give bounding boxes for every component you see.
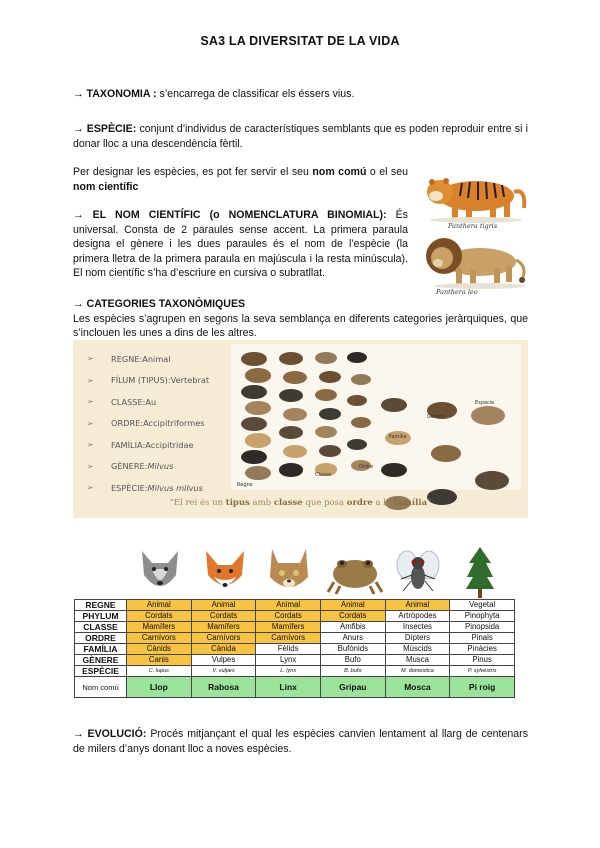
tiger-image [418,162,530,224]
classification-label: CLASSE: [111,396,146,407]
classification-item [87,413,209,435]
table-row [75,655,515,666]
arrow: → [73,88,84,100]
bird-icon [245,401,271,415]
table-row [75,622,515,633]
page-title: SA3 LA DIVERSITAT DE LA VIDA [200,34,400,48]
group-label: Regne [237,482,253,488]
table-cell: Amfibis [320,622,385,633]
bird-icon [475,471,509,490]
table-cell: V. vulpes [191,666,256,677]
bird-icon [381,398,407,412]
classification-value: Vertebrat [170,375,210,386]
bird-icon [471,406,505,425]
table-cell: Animal [127,600,192,611]
bird-icon [245,433,271,447]
bird-icon [279,426,303,439]
bold-word: tipus [225,498,250,508]
classification-value: Au [145,396,157,407]
bird-icon [279,389,303,402]
table-cell: Animal [385,600,450,611]
bird-icon [283,371,307,384]
classification-item [87,370,209,392]
bird-icon [241,450,267,464]
toad-image [326,548,384,596]
table-cell: C. lupus [127,666,192,677]
arrow: → [73,298,84,310]
table-cell: Mamífers [256,622,321,633]
table-cell: Pinàcies [450,644,515,655]
classification-label: FÍLUM (TIPUS): [111,375,171,386]
bullet-icon: ➢ [87,461,94,471]
taxonomia-paragraph [73,87,528,102]
common-name-cell: Pi roig [450,677,515,698]
classification-item [87,477,209,499]
evolucio-paragraph [73,727,528,756]
classification-item [87,348,209,370]
bird-icon [319,371,341,383]
group-label: Gènere [427,414,446,420]
bird-icon [245,368,271,382]
table-cell: Animal [320,600,385,611]
bullet-icon: ➢ [87,375,94,385]
bullet-icon: ➢ [87,397,94,407]
bird-icon [347,395,367,406]
bird-icon [315,426,337,438]
bird-icon [241,385,267,399]
table-cell: Animal [191,600,256,611]
bird-icon [241,352,267,366]
table-cell: Cànida [191,644,256,655]
bold-word: ordre [346,498,373,508]
bird-icon [351,417,371,428]
classification-label: ORDRE: [111,418,144,429]
taxonomy-table [74,599,515,698]
row-header: GÈNERE [75,655,127,666]
text: “El rei és un [169,498,226,508]
term-categories: CATEGORIES TAXONÒMIQUES [86,298,246,310]
table-cell: B. bufo [320,666,385,677]
common-name-cell: Llop [127,677,192,698]
common-name-cell: Linx [256,677,321,698]
bullet-icon: ➢ [87,483,94,493]
group-label: Classe [315,472,332,478]
definition-nom-cientific: És universal. Consta de 2 paraules sense accent. La primera paraula designa el gènere i les dues paraules és el nom de l’espècie (la primera lletra de la primera paraula en majúscula i la resta minúscula). El nom científic s’ha d’escriure en cursiva o subratllat. [73,209,408,279]
table-cell: Pinophyta [450,611,515,622]
term-nom-cientific: EL NOM CIENTÍFIC (o NOMENCLATURA BINOMIAL): [92,209,387,221]
bullet-icon: ➢ [87,440,94,450]
table-cell: Fèlids [256,644,321,655]
table-cell: L. lynx [256,666,321,677]
table-row [75,677,515,698]
classification-value: Accipitridae [145,439,194,450]
definition-evolucio: Procés mitjançant el qual les espècies canvien lentament al llarg de centenars de milers d’anys donant lloc a noves espècies. [73,728,528,755]
row-header: ORDRE [75,633,127,644]
group-label: Ordre [359,464,374,470]
bird-icon [245,466,271,480]
classification-label: ESPÈCIE: [111,482,148,493]
table-cell: Cordats [256,611,321,622]
definition-especie: conjunt d’individus de característiques semblants que es poden reproduir entre si i donar lloc a una descendència fèrtil. [73,123,528,150]
classification-list [87,348,209,499]
arrow: → [73,728,84,740]
bullet-icon: ➢ [87,354,94,364]
table-cell: Pinus [450,655,515,666]
table-cell: Anurs [320,633,385,644]
fox-image [200,547,250,597]
bird-icon [279,352,303,365]
lynx-image [264,547,314,597]
table-cell: Cordats [127,611,192,622]
bullet-icon: ➢ [87,418,94,428]
categories-paragraph [73,297,528,341]
row-header: ESPÈCIE [75,666,127,677]
bird-icon [347,439,367,450]
table-cell: Lynx [256,655,321,666]
bird-icon [241,417,267,431]
classification-item [87,434,209,456]
table-cell: Cordats [191,611,256,622]
text: que posa [302,498,347,508]
table-cell: Musca [385,655,450,666]
bird-icon [319,445,341,457]
motto [73,498,528,508]
table-cell: Canis [127,655,192,666]
text: o el seu [366,166,408,178]
table-cell: Mamífers [127,622,192,633]
common-name-cell: Mosca [385,677,450,698]
lion-caption: Panthera leo [436,288,478,296]
definition-taxonomia: s’encarrega de classificar els éssers vius. [156,88,355,100]
term-especie: ESPÈCIE: [86,123,137,135]
arrow: → [73,123,84,135]
table-cell: Pinals [450,633,515,644]
table-cell: Carnívors [256,633,321,644]
row-header: Nom comú [75,677,127,698]
table-row [75,611,515,622]
table-cell: Bufònids [320,644,385,655]
bird-icon [347,352,367,363]
table-cell: Vegetal [450,600,515,611]
table-cell: Múscids [385,644,450,655]
bird-icon [315,389,337,401]
classification-label: GÈNERE: [111,461,148,472]
classification-image [73,340,528,518]
common-name-cell: Gripau [320,677,385,698]
group-label: Família [389,434,407,440]
table-cell: P. sylvestris [450,666,515,677]
classification-item [87,391,209,413]
bold-word: classe [273,498,303,508]
nom-cientific-paragraph [73,208,408,281]
text: a la [372,498,394,508]
table-cell: Carnívors [191,633,256,644]
classification-value: Milvus milvus [147,482,203,493]
classification-item [87,456,209,478]
table-cell: Dípters [385,633,450,644]
group-label: Espècie [475,400,495,406]
table-cell: Cànids [127,644,192,655]
especie-paragraph [73,122,528,151]
table-row [75,633,515,644]
bird-icon [315,352,337,364]
term-taxonomia: TAXONOMIA : [86,88,157,100]
text: amb [249,498,274,508]
row-header: REGNE [75,600,127,611]
table-cell: Carnívors [127,633,192,644]
table-cell: Animal [256,600,321,611]
bird-icon [279,463,303,476]
table-cell: Cordats [320,611,385,622]
table-cell: Mamífers [191,622,256,633]
table-cell: Vulpes [191,655,256,666]
classification-value: Milvus [147,461,174,472]
bird-icon [283,445,307,458]
row-header: CLASSE [75,622,127,633]
bold-word: família [393,498,428,508]
classification-label: FAMÍLIA: [111,439,146,450]
lion-image [418,230,530,290]
table-row [75,600,515,611]
classification-value: Animal [142,353,171,364]
text: ” [427,498,432,508]
bird-icon [283,408,307,421]
bird-icon [381,463,407,477]
arrow: → [73,209,84,221]
designar-paragraph [73,165,408,194]
table-cell: Artròpodes [385,611,450,622]
table-cell: Insectes [385,622,450,633]
row-header: FAMÍLIA [75,644,127,655]
bird-icon [431,445,461,462]
table-cell: Pinopsida [450,622,515,633]
common-name-cell: Rabosa [191,677,256,698]
bird-icon [351,374,371,385]
definition-categories: Les espècies s’agrupen en segons la seva semblança en diferents categories jeràrquiques, que s’inclouen les unes a dins de les altres. [73,312,528,339]
table-cell: Bufo [320,655,385,666]
classification-value: Accipitriformes [143,418,205,429]
pine-tree-image [465,545,495,599]
row-header: PHYLUM [75,611,127,622]
table-cell: M. domestica [385,666,450,677]
term-evolucio: EVOLUCIÓ: [87,728,147,740]
bird-icon [319,408,341,420]
tiger-caption: Panthera tigris [448,222,498,230]
animal-groups-illustration [231,344,521,490]
classification-label: REGNE: [111,353,143,364]
wolf-image [134,545,186,597]
text: Per designar les espècies, es pot fer servir el seu [73,166,313,178]
fly-image [395,547,441,597]
table-row [75,666,515,677]
bold-nom-cientific: nom científic [73,180,139,193]
bold-nom-comu: nom comú [312,166,367,178]
table-row [75,644,515,655]
